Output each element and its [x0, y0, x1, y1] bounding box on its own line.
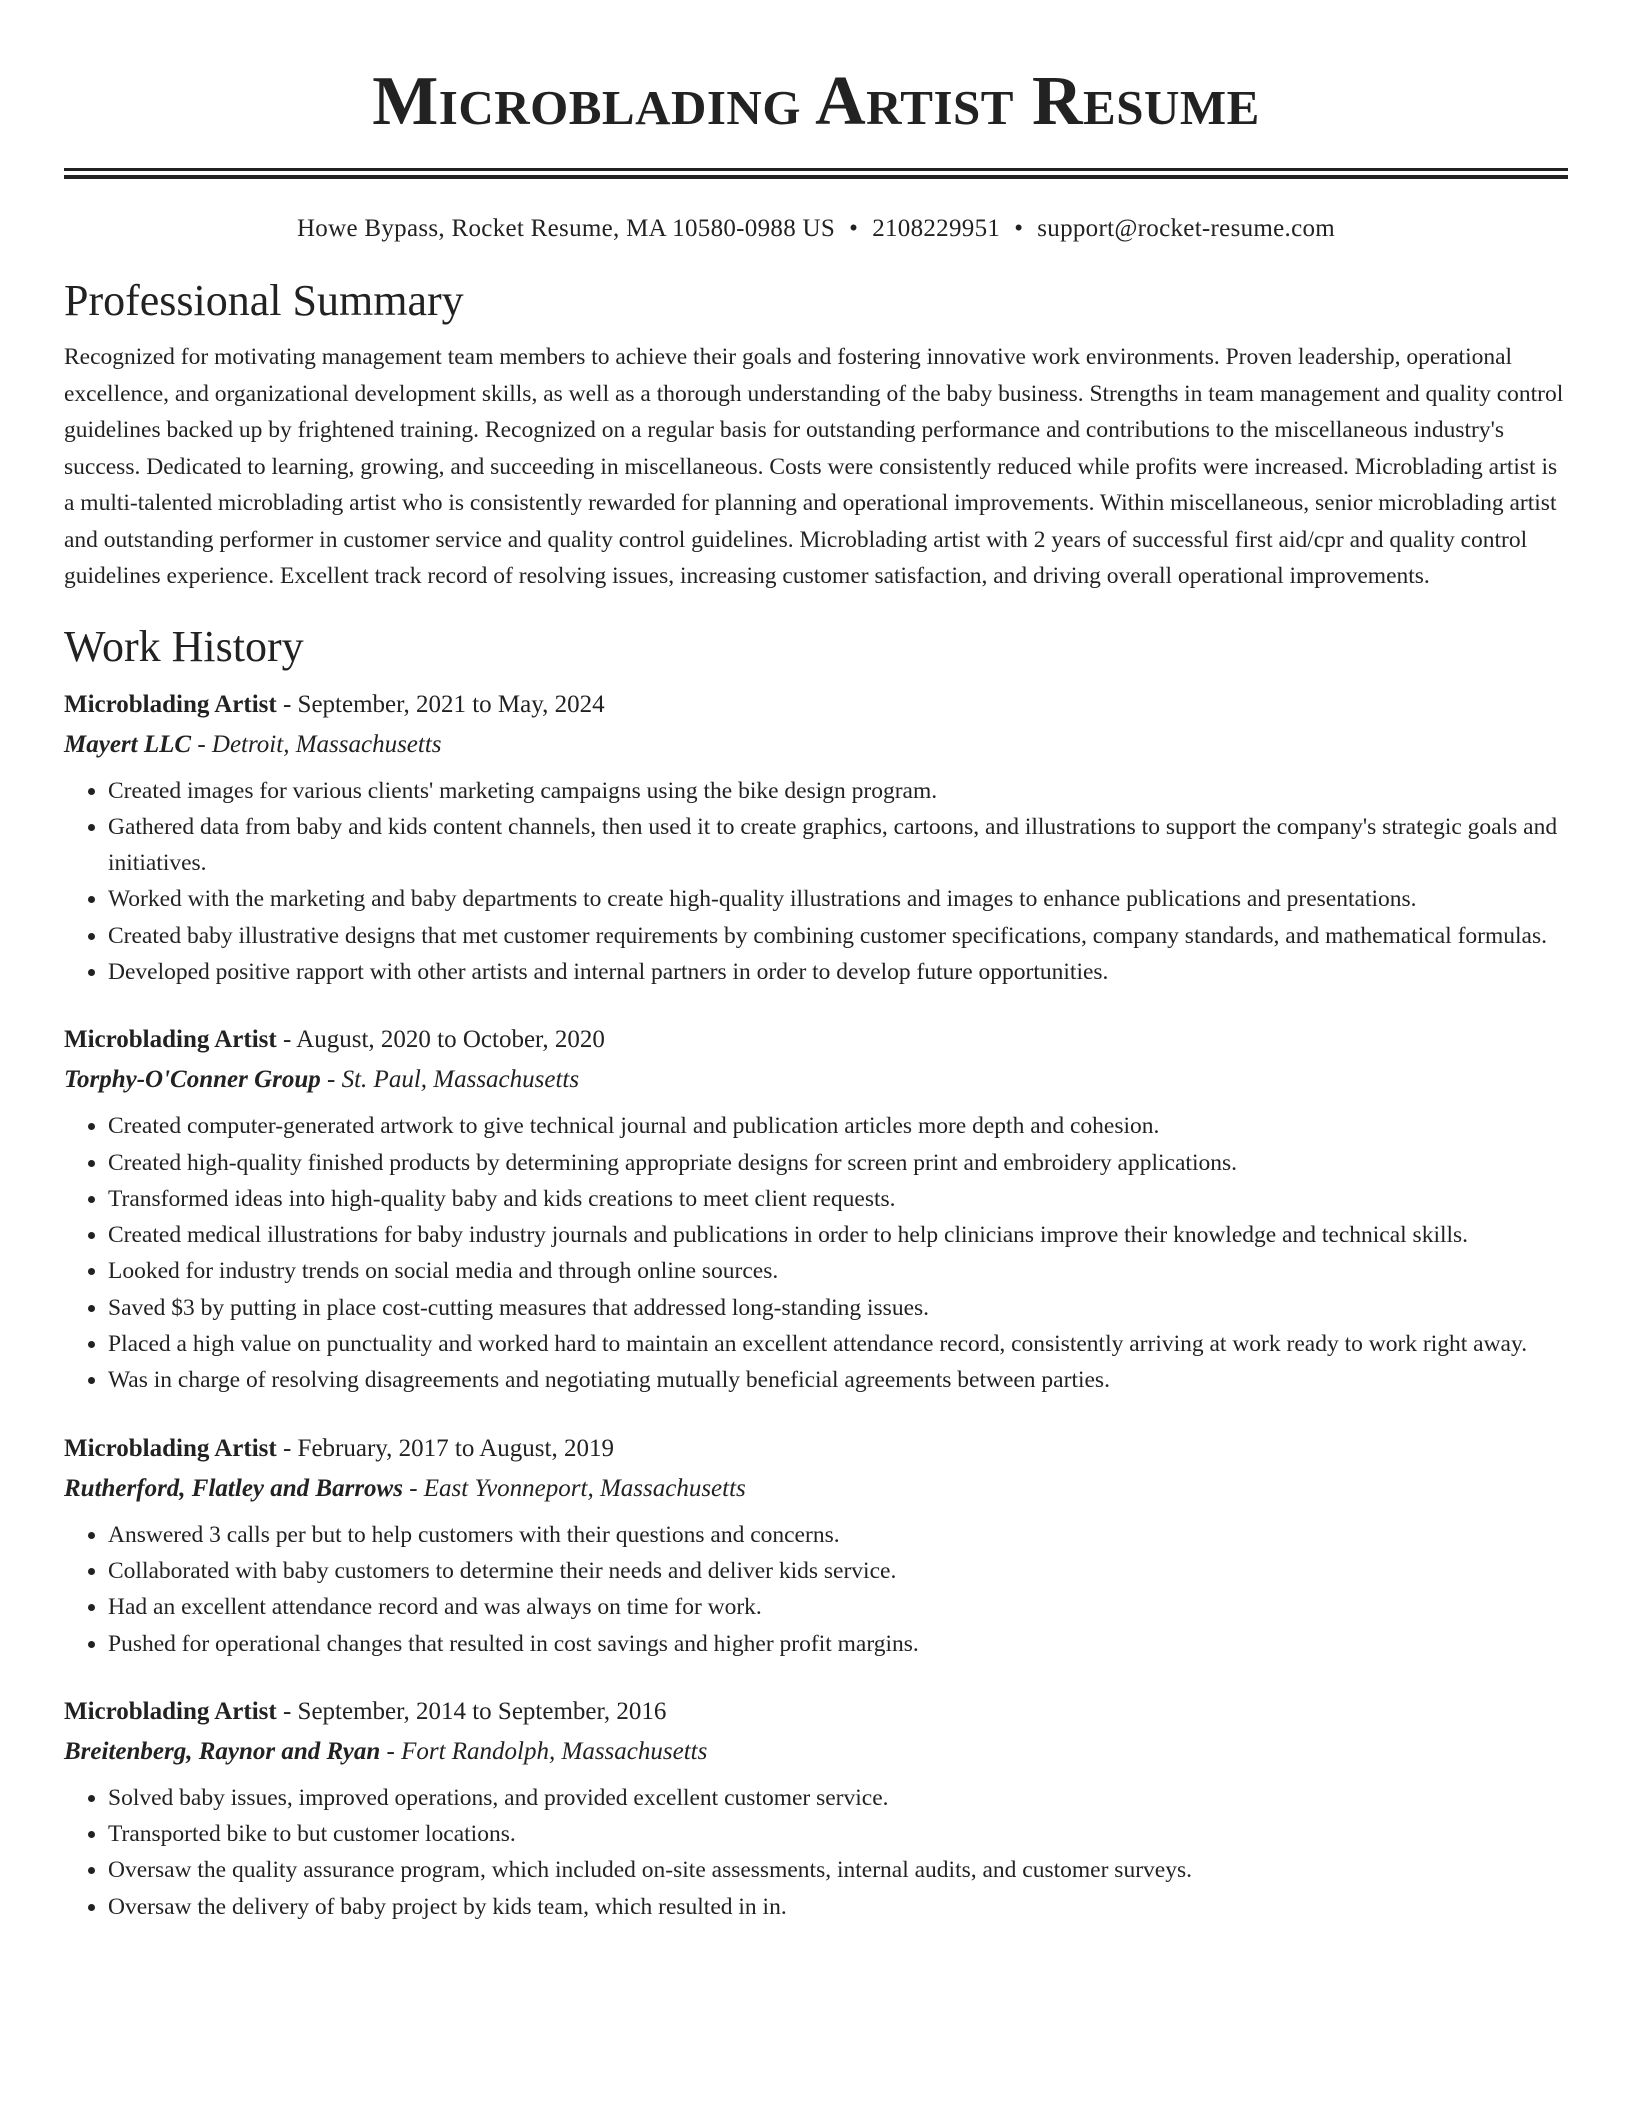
job-employer [64, 1732, 1568, 1772]
job-bullet: • Gathered data from baby and kids content channels, then used it to create graphics, cartoons, and illustrations to support the company's strategic goals and initiatives. [108, 809, 1568, 882]
job-employer [64, 1469, 1568, 1509]
job-bullet: • Had an excellent attendance record and was always on time for work. [108, 1589, 1568, 1625]
job-bullet: • Created high-quality finished products by determining appropriate designs for screen print and embroidery applications. [108, 1145, 1568, 1181]
job-bullet: • Transported bike to but customer locations. [108, 1816, 1568, 1852]
job-company: Rutherford, Flatley and Barrows [64, 1474, 403, 1502]
job-bullet: • Oversaw the delivery of baby project by kids team, which resulted in in. [108, 1889, 1568, 1925]
job-employer [64, 1060, 1568, 1100]
job-role: Microblading Artist [64, 690, 277, 718]
job-bullet: • Created computer-generated artwork to give technical journal and publication articles more depth and cohesion. [108, 1108, 1568, 1144]
page-title: Microblading Artist Resume [372, 63, 1260, 140]
job-bullet: • Developed positive rapport with other artists and internal partners in order to develop future opportunities. [108, 954, 1568, 990]
job-employer [64, 725, 1568, 765]
job-location: - East Yvonneport, Massachusetts [409, 1474, 746, 1502]
contact-separator: • [1014, 215, 1024, 242]
job-bullet: • Created images for various clients' marketing campaigns using the bike design program. [108, 773, 1568, 809]
job-company: Mayert LLC [64, 730, 192, 758]
summary-text: Recognized for motivating management team members to achieve their goals and fostering innovative work environments. Proven leadership, operational excellence, and organizational development skills, as well as a thorough understanding of the baby business. Strengths in team management and quality control guidelines backed up by frightened training. Recognized on a regular basis for outstanding performance and contributions to the miscellaneous industry's success. Dedicated to learning, growing, and succeeding in miscellaneous. Costs were consistently reduced while profits were increased. Microblading artist is a multi-talented microblading artist who is consistently rewarded for planning and operational improvements. Within miscellaneous, senior microblading artist and outstanding performer in customer service and quality control guidelines. Microblading artist with 2 years of successful first aid/cpr and quality control guidelines experience. Excellent track record of resolving issues, increasing customer satisfaction, and driving overall operational improvements. [64, 344, 1564, 589]
job-bullet: • Oversaw the quality assurance program, which included on-site assessments, internal audits, and customer surveys. [108, 1852, 1568, 1888]
job-bullet: • Answered 3 calls per but to help customers with their questions and concerns. [108, 1517, 1568, 1553]
job-location: - St. Paul, Massachusetts [327, 1066, 580, 1094]
job-location: - Detroit, Massachusetts [197, 730, 442, 758]
job-bullet: • Solved baby issues, improved operations, and provided excellent customer service. [108, 1780, 1568, 1816]
summary-heading: Professional Summary [64, 276, 464, 325]
job-bullet: • Worked with the marketing and baby departments to create high-quality illustrations and images to enhance publications and presentations. [108, 881, 1568, 917]
job-entry [64, 1429, 1568, 1662]
contact-email: support@rocket-resume.com [1037, 215, 1336, 242]
job-bullets [64, 1108, 1568, 1398]
job-bullet: • Placed a high value on punctuality and worked hard to maintain an excellent attendance record, consistently arriving at work ready to work right away. [108, 1326, 1568, 1362]
job-dates: - February, 2017 to August, 2019 [282, 1434, 614, 1462]
job-bullets [64, 773, 1568, 991]
job-bullets [64, 1517, 1568, 1662]
job-header [64, 1692, 1568, 1732]
job-entry [64, 1020, 1568, 1398]
job-header [64, 1020, 1568, 1060]
job-bullet: • Pushed for operational changes that resulted in cost savings and higher profit margins. [108, 1626, 1568, 1662]
job-entry [64, 1692, 1568, 1925]
job-dates: - September, 2014 to September, 2016 [282, 1697, 667, 1725]
job-bullet: • Saved $3 by putting in place cost-cutting measures that addressed long-standing issues. [108, 1290, 1568, 1326]
contact-address: Howe Bypass, Rocket Resume, MA 10580-0988 US [296, 215, 836, 242]
job-bullet: • Transformed ideas into high-quality baby and kids creations to meet client requests. [108, 1181, 1568, 1217]
work-history-heading: Work History [64, 621, 304, 671]
contact-separator: • [849, 215, 859, 242]
job-role: Microblading Artist [64, 1434, 277, 1462]
job-bullet: • Was in charge of resolving disagreements and negotiating mutually beneficial agreements between parties. [108, 1362, 1568, 1398]
job-role: Microblading Artist [64, 1697, 277, 1725]
job-header [64, 685, 1568, 725]
job-bullet: • Collaborated with baby customers to determine their needs and deliver kids service. [108, 1553, 1568, 1589]
job-bullet: • Looked for industry trends on social media and through online sources. [108, 1253, 1568, 1289]
job-company: Breitenberg, Raynor and Ryan [64, 1737, 381, 1765]
job-bullet: • Created baby illustrative designs that met customer requirements by combining customer specifications, company standards, and mathematical formulas. [108, 918, 1568, 954]
job-bullet: • Created medical illustrations for baby industry journals and publications in order to help clinicians improve their knowledge and technical skills. [108, 1217, 1568, 1253]
job-dates: - August, 2020 to October, 2020 [282, 1026, 605, 1054]
job-company: Torphy-O'Conner Group [64, 1066, 321, 1094]
job-dates: - September, 2021 to May, 2024 [282, 690, 605, 718]
job-header [64, 1429, 1568, 1469]
contact-phone: 2108229951 [872, 215, 1001, 242]
contact-line [64, 213, 1568, 245]
job-location: - Fort Randolph, Massachusetts [386, 1737, 708, 1765]
job-bullets [64, 1780, 1568, 1925]
job-role: Microblading Artist [64, 1026, 277, 1054]
title-divider [64, 168, 1568, 179]
job-entry [64, 685, 1568, 991]
